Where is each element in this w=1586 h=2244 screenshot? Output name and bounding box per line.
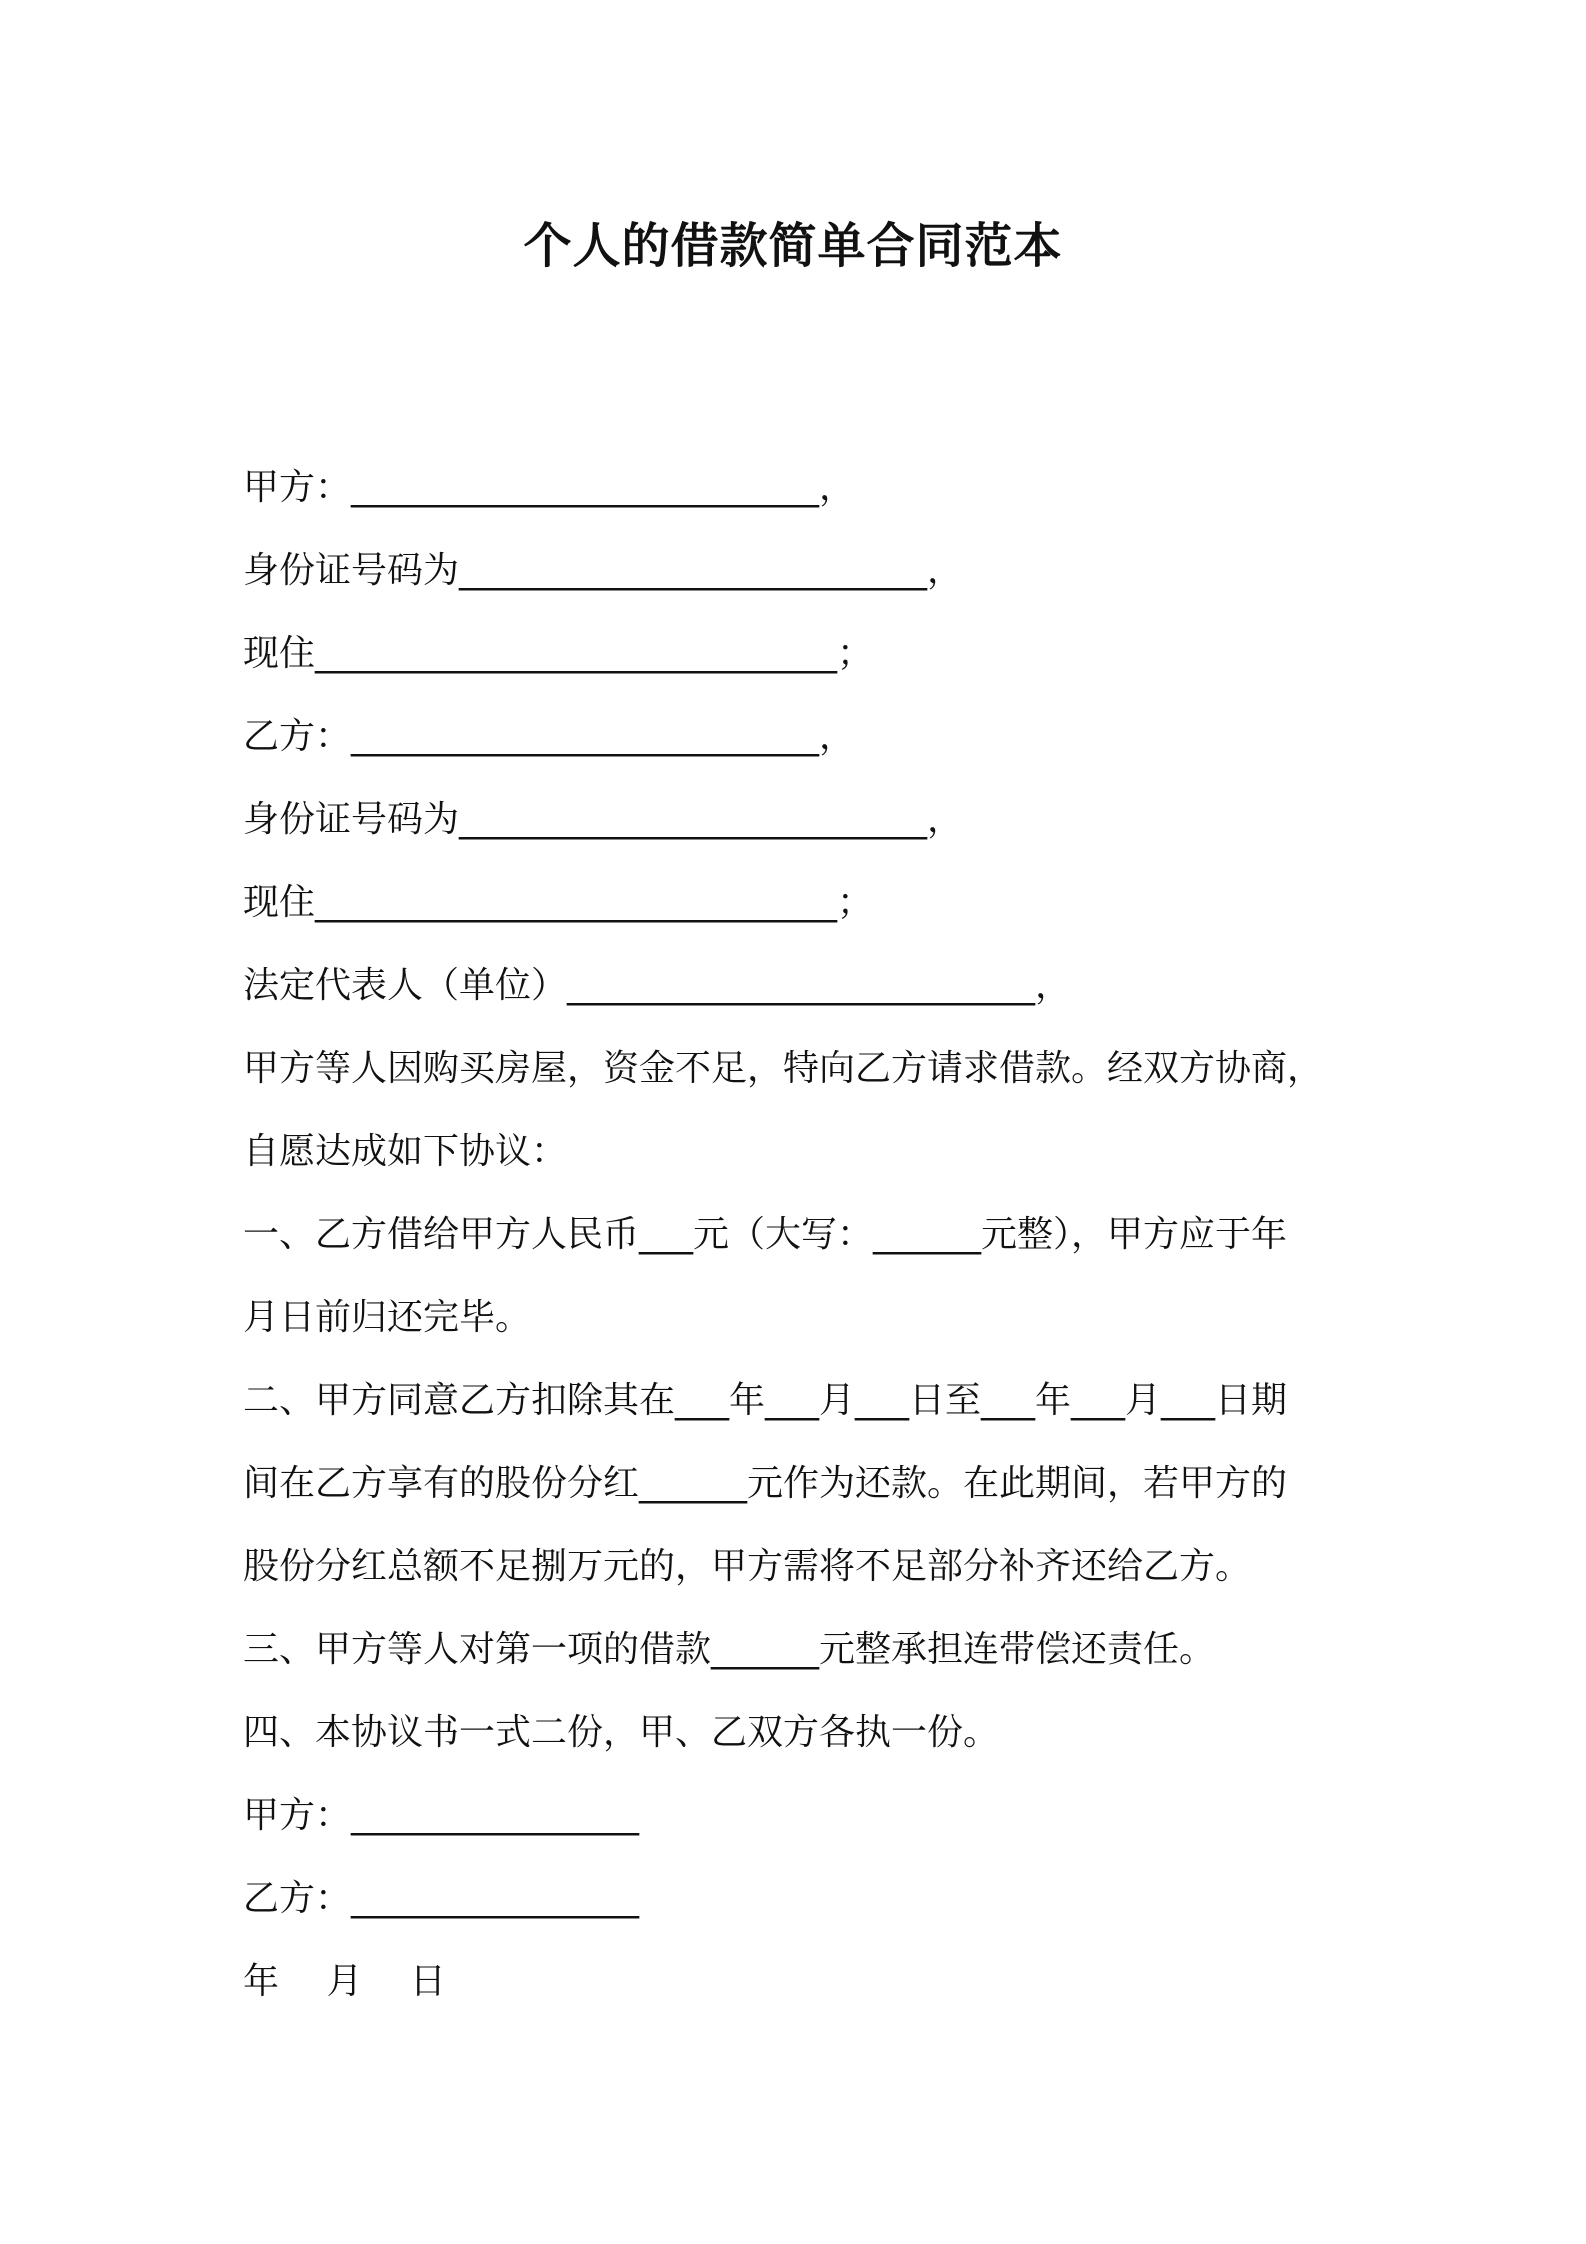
clause-1-line-1: 一、乙方借给甲方人民币___元（大写：______元整），甲方应于年	[243, 1214, 1288, 1255]
party-b-address-line: 现住_____________________________；	[243, 882, 873, 923]
clause-4-line: 四、本协议书一式二份，甲、乙双方各执一份。	[243, 1712, 1000, 1753]
clause-2-line-1: 二、甲方同意乙方扣除其在___年___月___日至___年___月___日期	[243, 1380, 1288, 1421]
clause-1-line-2: 月日前归还完毕。	[243, 1297, 532, 1338]
party-a-address-line: 现住_____________________________；	[243, 633, 873, 674]
contract-body	[243, 446, 1363, 2023]
preamble-line-2: 自愿达成如下协议：	[243, 1131, 568, 1172]
party-a-id-line: 身份证号码为__________________________，	[243, 550, 964, 591]
party-b-line: 乙方：__________________________，	[243, 716, 856, 757]
party-b-signature-line: 乙方：________________	[243, 1878, 640, 1919]
legal-representative-line: 法定代表人（单位）__________________________，	[243, 965, 1072, 1006]
document-title: 个人的借款简单合同范本	[523, 218, 1063, 274]
date-line: 年 月 日	[243, 1961, 446, 2002]
party-b-id-line: 身份证号码为__________________________，	[243, 799, 964, 840]
clause-3-line: 三、甲方等人对第一项的借款______元整承担连带偿还责任。	[243, 1629, 1216, 1670]
clause-2-line-3: 股份分红总额不足捌万元的，甲方需将不足部分补齐还给乙方。	[243, 1546, 1252, 1587]
party-a-signature-line: 甲方：________________	[243, 1795, 640, 1836]
clause-2-line-2: 间在乙方享有的股份分红______元作为还款。在此期间，若甲方的	[243, 1463, 1288, 1504]
party-a-line: 甲方：__________________________，	[243, 467, 856, 508]
preamble-line-1: 甲方等人因购买房屋，资金不足，特向乙方请求借款。经双方协商，	[243, 1048, 1324, 1089]
